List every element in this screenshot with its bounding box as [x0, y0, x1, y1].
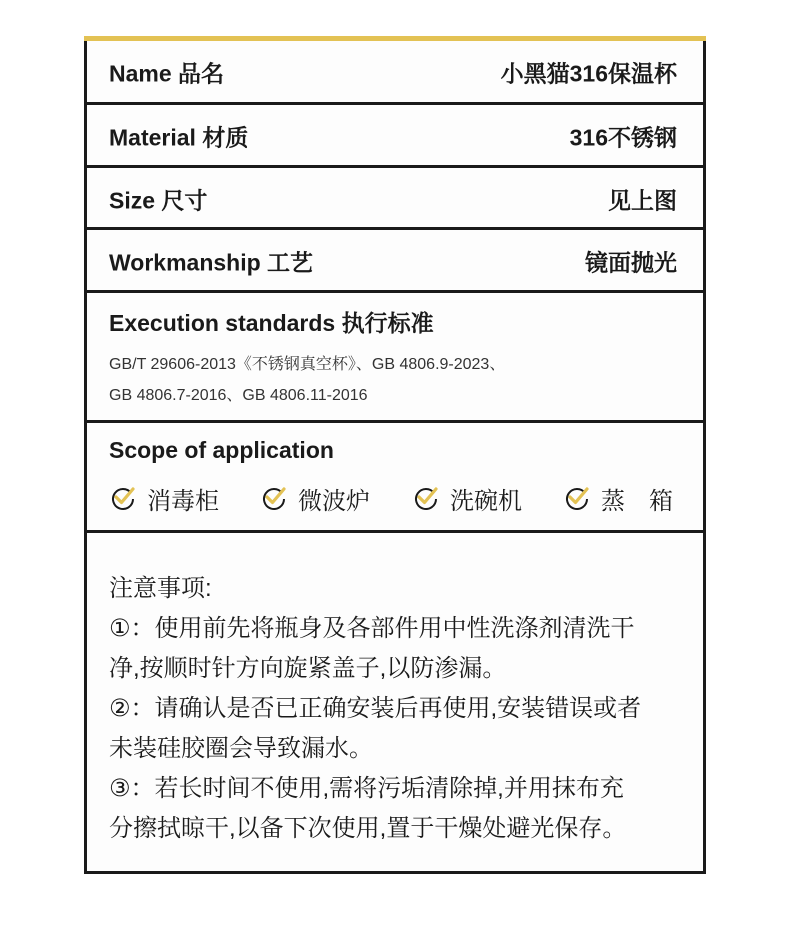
- row-name: [87, 39, 703, 105]
- spec-card: [84, 36, 706, 874]
- workmanship-value: 镜面抛光: [585, 249, 677, 276]
- material-label: Material 材质: [109, 124, 249, 150]
- execution-line-1: GB/T 29606-2013《不锈钢真空杯》、GB 4806.9-2023、: [109, 356, 506, 373]
- name-value: 小黑猫316保温杯: [500, 60, 677, 87]
- row-material: [87, 102, 703, 166]
- scope-item-label: 消毒柜: [147, 487, 219, 515]
- row-workmanship: [87, 227, 703, 292]
- scope-item-label: 微波炉: [298, 487, 370, 515]
- size-label: Size 尺寸: [109, 187, 208, 213]
- execution-title: Execution standards 执行标准: [109, 310, 434, 336]
- notes-title: 注意事项:: [109, 575, 212, 602]
- scope-item: [260, 483, 370, 513]
- scope-item: [412, 483, 522, 513]
- execution-line-2: GB 4806.7-2016、GB 4806.11-2016: [109, 387, 368, 404]
- row-size: [87, 165, 703, 229]
- scope-item: [109, 483, 219, 513]
- notes-block: [109, 569, 679, 849]
- row-notes: [87, 530, 703, 871]
- row-scope: [87, 420, 703, 531]
- notes-line: 净,按顺时针方向旋紧盖子,以防渗漏。: [109, 655, 507, 682]
- check-circle-icon: [109, 484, 137, 512]
- check-circle-icon: [260, 484, 288, 512]
- notes-line: 未装硅胶圈会导致漏水。: [109, 735, 373, 762]
- name-label: Name 品名: [109, 60, 225, 87]
- scope-item-label: 蒸 箱: [601, 487, 673, 515]
- notes-line: 分擦拭晾干,以备下次使用,置于干燥处避光保存。: [109, 815, 627, 842]
- notes-line: ①：使用前先将瓶身及各部件用中性洗涤剂清洗干: [109, 615, 635, 642]
- notes-line: ②：请确认是否已正确安装后再使用,安装错误或者: [109, 695, 642, 722]
- workmanship-label: Workmanship 工艺: [109, 249, 314, 276]
- size-value: 见上图: [608, 187, 677, 213]
- scope-item-label: 洗碗机: [450, 487, 522, 515]
- check-circle-icon: [563, 484, 591, 512]
- check-circle-icon: [412, 484, 440, 512]
- scope-title: Scope of application: [109, 437, 334, 463]
- material-value: 316不锈钢: [569, 124, 677, 150]
- notes-line: ③：若长时间不使用,需将污垢清除掉,并用抹布充: [109, 775, 624, 802]
- row-execution: [87, 290, 703, 421]
- scope-item: [563, 483, 673, 513]
